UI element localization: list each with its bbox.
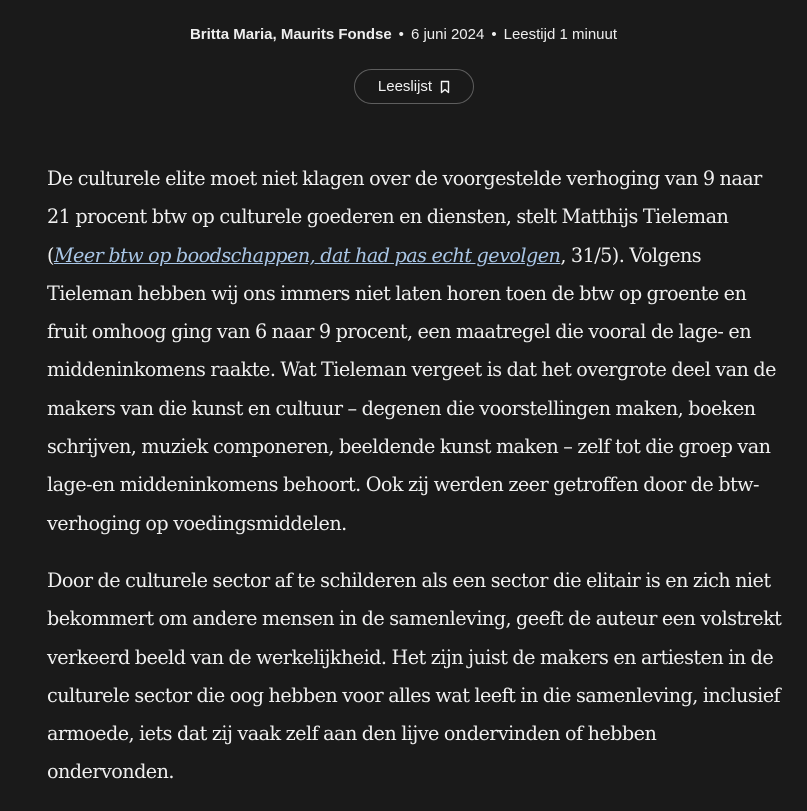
byline-reading-time: Leestijd 1 minuut: [503, 26, 618, 43]
paragraph-text: , 31/5). Volgens Tieleman hebben wij ons immers niet laten horen toen de btw op groente en fruit omhoog ging van 6 naar 9 procent, een maatregel die vooral de lage- en middeninkomens raakte. Wat Tieleman vergeet is dat het overgrote deel van de makers van die kunst en cultuur – degenen die voorstellingen maken, boeken schrijven, muziek componeren, beeldende kunst maken – zelf tot die groep van lage-en middeninkomens behoort. Ook zij werden zeer getroffen door de btw-verhoging op voedingsmiddelen.: [47, 243, 776, 535]
article-byline: [0, 24, 807, 46]
byline-separator: •: [398, 26, 404, 43]
bookmark-icon: [440, 80, 450, 94]
article-body: [47, 160, 787, 811]
readlist-button-label: Leeslijst: [377, 78, 433, 95]
byline-date: 6 juni 2024: [410, 26, 485, 43]
article-paragraph-2: Door de culturele sector af te schilderen als een sector die elitair is en zich niet bekommert om andere mensen in de samenleving, geeft de auteur een volstrekt verkeerd beeld van de werkelijkheid. Het zijn juist de makers en artiesten in de culturele sector die oog hebben voor alles wat leeft in die samenleving, inclusief armoede, iets dat zij vaak zelf aan den lijve ondervinden of hebben ondervonden.: [47, 568, 782, 784]
add-to-readlist-button[interactable]: [354, 69, 474, 104]
article-paragraph-1: [47, 160, 787, 543]
related-article-link[interactable]: Meer btw op boodschappen, dat had pas echt gevolgen: [53, 243, 561, 267]
byline-separator: •: [491, 26, 497, 43]
paragraph-text: De culturele elite moet niet klagen over de voorgestelde verhoging van 9 naar 21 procent btw op culturele goederen en diensten, stelt Matthijs Tieleman (: [47, 167, 762, 267]
byline-authors[interactable]: Britta Maria, Maurits Fondse: [189, 26, 392, 43]
